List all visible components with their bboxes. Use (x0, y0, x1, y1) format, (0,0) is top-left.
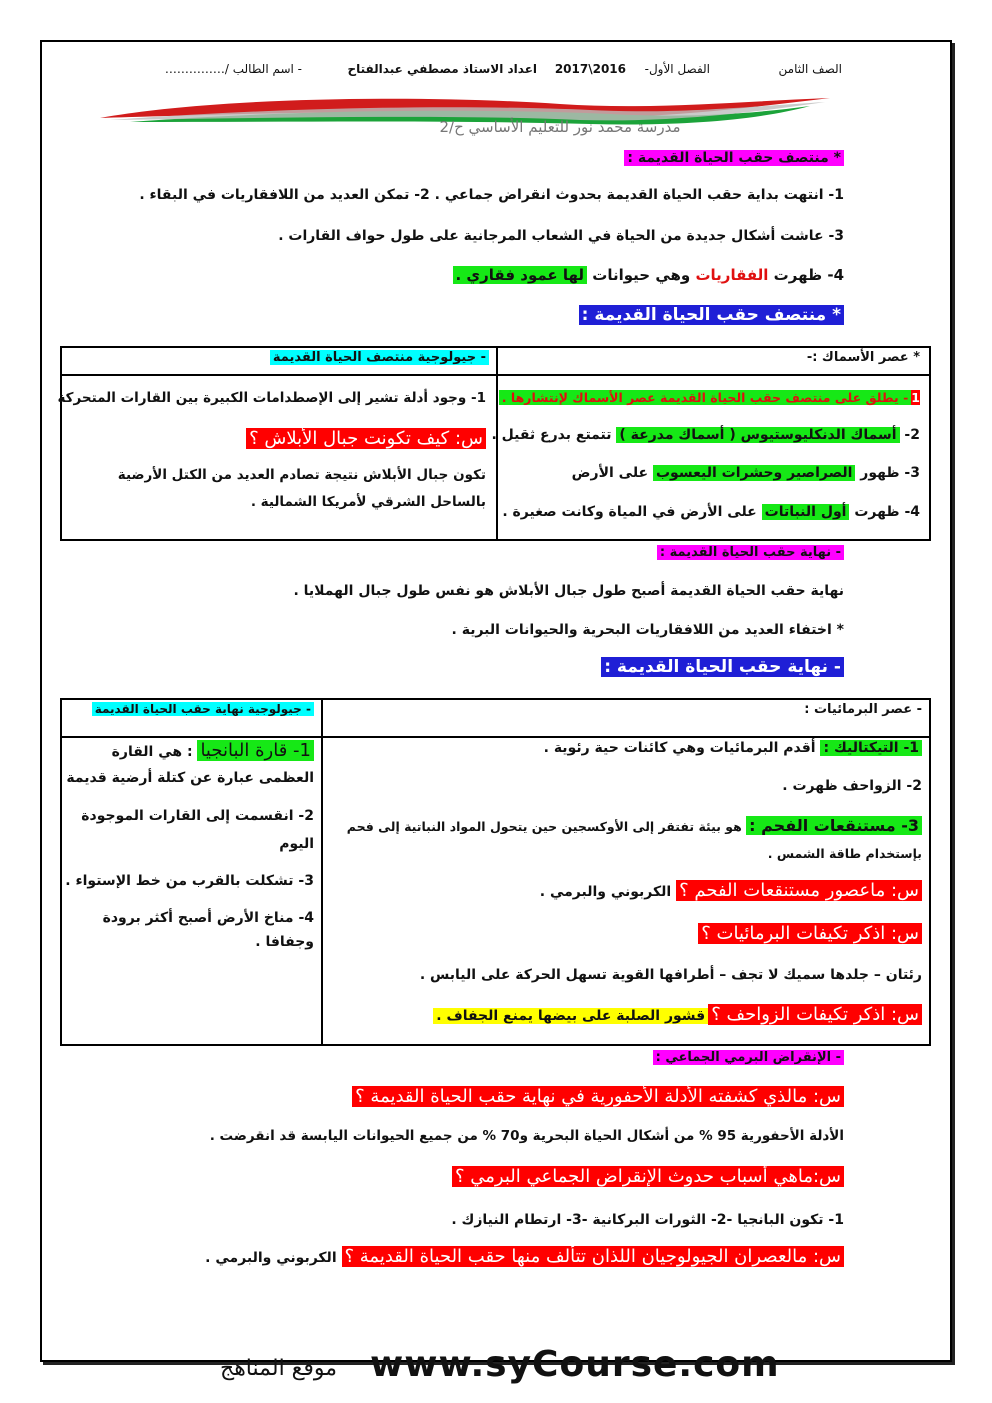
table1-l-question: س: كيف تكونت جبال الأبلاش ؟ (246, 428, 486, 449)
section1-line1: 1- انتهت بداية حقب الحياة القديمة بحدوث انقراض جماعي . 2- تمكن العديد من اللافقاريات في البقاء . (139, 187, 844, 203)
table1-r1: 1- يطلق على منتصف حقب الحياة القديمة عصر الأسماك لإنتشارها . (499, 390, 920, 405)
table2-left-header: - جيولوجية نهاية حقب الحياة القديمة (92, 702, 314, 716)
table1-l1: 1- وجود أدلة تشير إلى الإصطدامات الكبيرة بين القارات المتحركة (57, 390, 486, 406)
table2-q2: س: اذكر تكيفات البرمائيات ؟ (698, 923, 922, 944)
table2-l4: 4- مناخ الأرض أصبح أكثر برودة (102, 910, 314, 926)
table1-l-answer2: بالساحل الشرقي لأمريكا الشمالية . (250, 494, 486, 510)
table2-q3: س: اذكر تكيفات الزواحف ؟قشور الصلبة على بيضها يمنع الجفاف . (433, 1004, 922, 1025)
table1-right-header: * عصر الأسماك :- (806, 350, 920, 365)
table2-r1: 1- التيكتاليك : أقدم البرمائيات وهي كائنات حية رئوية . (544, 740, 922, 756)
table2-l2: 2- انقسمت إلى القارات الموجودة (81, 808, 314, 824)
table1-r3: 3- ظهور الصراصير وحشرات اليعسوب على الأرض (571, 465, 920, 481)
section4-heading: - نهاية حقب الحياة القديمة : (601, 657, 844, 677)
section3-line1: نهاية حقب الحياة القديمة أصبح طول جبال الأبلاش هو نفس طول جبال الهملايا . (293, 583, 844, 599)
header-grade: الصف الثامن (778, 62, 842, 76)
header-student: - اسم الطالب /…………… (164, 62, 302, 76)
section1-heading: * منتصف حقب الحياة القديمة : (624, 150, 844, 166)
table1-l-answer1: تكون جبال الأبلاش نتيجة تصادم العديد من الكتل الأرضية (117, 467, 486, 483)
section5-a2: 1- تكون البانجيا -2- الثورات البركانية -3- ارتطام النيازك . (451, 1212, 844, 1228)
section3-heading: - نهاية حقب الحياة القديمة : (657, 545, 844, 560)
section5-q3: س: مالعصران الجيولوجيان اللذان تتألف منها حقب الحياة القديمة ؟ الكربوني والبرمي . (205, 1246, 844, 1267)
table1-left-header: - جيولوجية منتصف الحياة القديمة (270, 350, 489, 365)
footer-watermark (220, 1344, 780, 1394)
section5-heading: - الإنقراض البرمي الجماعي : (653, 1050, 844, 1065)
header-year: 2017\2016 (554, 62, 626, 76)
table2-l3: 3- تشكلت بالقرب من خط الإستواء . (65, 873, 314, 889)
header-term: الفصل الأول- (644, 62, 710, 76)
table2-r2: 2- الزواحف ظهرت . (782, 778, 922, 794)
school-banner (90, 96, 850, 136)
table1-r2: 2- أسماك الدنكليوستيوس ( أسماك مدرعة ) تتمتع بدرع ثقيل . (491, 427, 920, 443)
section2-heading: * منتصف حقب الحياة القديمة : (579, 305, 844, 325)
table2-r3: 3- مستنقعات الفحم : هو بيئة تفتقر إلى الأوكسجين حين يتحول المواد النباتية إلى فحم (347, 816, 922, 835)
table2-right-header: - عصر البرمائيات : (804, 702, 922, 717)
footer-url[interactable]: www.syCourse.com (370, 1344, 780, 1385)
table2-l2-cont: اليوم (279, 836, 314, 852)
section5-q2: س:ماهي أسباب حدوث الإنقراض الجماعي البرمي ؟ (452, 1166, 844, 1187)
table2-q1: س: ماعصور مستنقعات الفحم ؟ الكربوني والبرمي . (540, 880, 922, 901)
table2-l1-cont: العظمى عبارة عن كتلة أرضية قديمة (66, 770, 314, 786)
section3-line2: * اختفاء العديد من اللافقاريات البحرية والحيوانات البرية . (451, 622, 844, 638)
section1-line3: 4- ظهرت الفقاريات وهي حيوانات لها عمود فقاري . (453, 266, 845, 284)
header-author: اعداد الاستاذ مصطفي عبدالفتاح (347, 62, 537, 76)
school-name: مدرسة محمد نور للتعليم الأساسي ح/2 (439, 118, 681, 136)
section5-a1: الأدلة الأحفورية 95 % من أشكال الحياة البحرية و70 % من جميع الحيوانات اليابسة قد انقرضت . (209, 1128, 844, 1144)
table1-r4: 4- ظهرت أول النباتات على الأرض في المياة وكانت صغيرة . (502, 504, 920, 520)
table2-a2: رئتان – جلدها سميك لا تجف – أطرافها القوية تسهل الحركة على اليابس . (419, 967, 922, 983)
table2-l1: 1- قارة البانجيا : هي القارة (112, 740, 314, 761)
footer-site-label: موقع المناهج (220, 1356, 338, 1381)
table2-l4-cont: وجفافا . (255, 934, 314, 950)
section1-line2: 3- عاشت أشكال جديدة من الحياة في الشعاب المرجانية على طول حواف القارات . (278, 228, 844, 244)
table2-r3-cont: بإستخدام طاقة الشمس . (767, 846, 922, 861)
section5-q1: س: مالذي كشفته الأدلة الأحفورية في نهاية حقب الحياة القديمة ؟ (352, 1086, 844, 1107)
